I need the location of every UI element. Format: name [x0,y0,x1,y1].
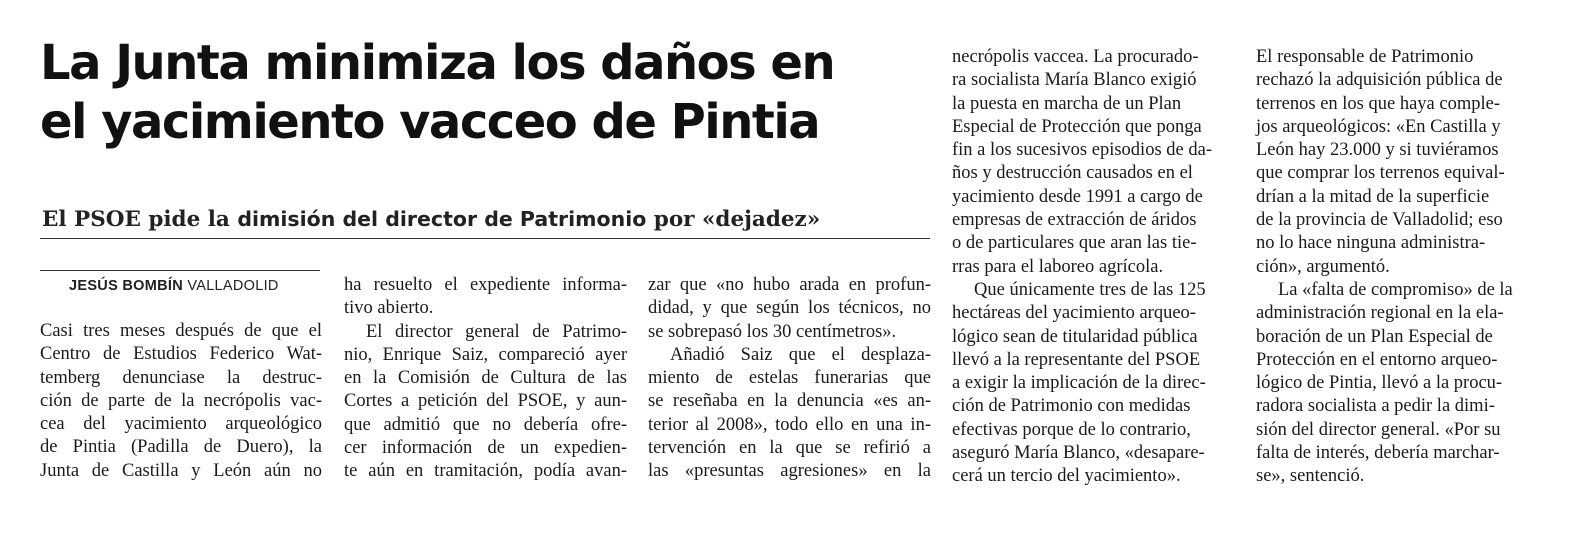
text-line: no lo hace ninguna administra- [1256,233,1486,254]
text-line: Casi tres meses después de que el [40,321,322,341]
text-line: a exigir la implicación de la direc- [952,373,1206,394]
text-line: drían a la mitad de la superficie [1256,186,1490,207]
text-line: Junta de Castilla y León aún no [40,460,322,481]
article-headline [40,34,940,152]
text-line: efectivas porque de lo contrario, [952,419,1191,440]
text-line: de Pintia (Padilla de Duero), la [40,437,322,458]
article-paragraph [952,46,1236,279]
text-line: o de particulares que aran las tie- [952,233,1197,254]
article-paragraph [648,274,931,344]
text-line: ños y destrucción causados en el [952,163,1193,184]
text-line: La «falta de compromiso» de la [1278,279,1513,300]
text-line: de la provincia de Valladolid; eso [1256,210,1503,231]
article-paragraph [40,320,322,483]
text-line: Especial de Protección que ponga [952,116,1202,137]
article-column-3 [648,274,931,484]
text-line: se reseñaba en la denuncia «es an- [648,391,931,412]
text-line: tivo abierto. [344,298,434,319]
byline-location: VALLADOLID [187,278,279,294]
text-line: cer información de un expedien- [344,438,627,459]
text-line: miento de estelas funerarias que [648,368,931,389]
text-line: fin a los sucesivos episodios de da- [952,140,1212,161]
text-line: Cortes a petición del PSOE, y aun- [344,391,627,412]
text-line: empresas de extracción de áridos [952,210,1197,231]
text-line: rras para el laboreo agrícola. [952,256,1164,277]
text-line: que admitió que no debería ofre- [344,414,627,435]
text-line: León hay 23.000 y si tuviéramos [1256,140,1499,161]
text-line: que comprar los terrenos equival- [1256,163,1505,184]
article-column-4 [952,46,1236,489]
byline [69,278,279,294]
text-line: radora socialista a pedir la dimi- [1256,396,1495,417]
subtitle-divider [40,238,930,239]
text-line: El responsable de Patrimonio [1256,47,1474,67]
text-line: ción de parte de la necrópolis vac- [40,390,322,411]
article-paragraph [1256,279,1542,489]
text-line: falta de interés, debería marchar- [1256,443,1500,464]
text-line: en la Comisión de Cultura de las [344,368,627,389]
text-line: nio, Enrique Saiz, compareció ayer [344,344,627,365]
text-line: boración de un Plan Especial de [1256,326,1493,347]
text-line: yacimiento desde 1991 a cargo de [952,186,1203,207]
text-line: sión del director general. «Por su [1256,419,1501,440]
subtitle-pre: El PSOE pide la [42,207,238,232]
article-paragraph [1256,46,1542,279]
text-line: rechazó la adquisición pública de [1256,70,1503,91]
text-line: terior al 2008», todo ello en una in- [648,414,931,435]
article-paragraph [952,279,1236,489]
text-line: llevó a la representante del PSOE [952,349,1201,370]
text-line: hectáreas del yacimiento arqueo- [952,303,1196,324]
text-line: ción de Patrimonio con medidas [952,396,1191,417]
text-line: cea del yacimiento arqueológico [40,414,322,435]
text-line: lógico sean de titularidad pública [952,326,1198,347]
headline-line: La Junta minimiza los daños en [40,35,835,91]
article-paragraph [344,274,627,321]
subtitle-post: por «dejadez» [646,207,821,232]
text-line: Añadió Saiz que el desplaza- [670,344,931,365]
byline-divider [40,270,320,271]
text-line: didad, y que según los técnicos, no [648,298,931,319]
article-paragraph [344,321,627,484]
text-line: El director general de Patrimo- [366,321,627,342]
article-column-1 [40,320,322,483]
text-line: aseguró María Blanco, «desapare- [952,443,1205,464]
text-line: jos arqueológicos: «En Castilla y [1256,116,1501,137]
text-line: la puesta en marcha de un Plan [952,93,1182,114]
byline-author: JESÚS BOMBÍN [69,278,183,294]
article-subtitle [42,203,932,236]
text-line: cerá un tercio del yacimiento». [952,466,1181,487]
text-line: Protección en el entorno arqueo- [1256,349,1498,370]
text-line: temberg denunciase la destruc- [40,367,322,388]
text-line: necrópolis vaccea. La procurado- [952,47,1199,67]
text-line: se sobrepasó los 30 centímetros». [648,321,897,342]
subtitle-bold: dimisión del director de Patrimonio [237,207,647,231]
text-line: ha resuelto el expediente informa- [344,275,627,295]
text-line: se», sentenció. [1256,466,1365,487]
article-column-5 [1256,46,1542,489]
text-line: zar que «no hubo arada en profun- [648,275,931,295]
text-line: tervención en la que se refirió a [648,438,931,459]
text-line: Centro de Estudios Federico Wat- [40,344,322,365]
text-line: ra socialista María Blanco exigió [952,70,1197,91]
headline-line: el yacimiento vacceo de Pintia [40,94,820,150]
text-line: administración regional en la ela- [1256,303,1504,324]
text-line: lógico de Pintia, llevó a la procu- [1256,373,1503,394]
article-paragraph [648,344,931,484]
text-line: ción», argumentó. [1256,256,1390,277]
text-line: las «presuntas agresiones» en la [648,461,931,482]
text-line: te aún en tramitación, podía avan- [344,461,627,482]
text-line: Que únicamente tres de las 125 [974,279,1206,300]
text-line: terrenos en los que haya comple- [1256,93,1501,114]
article-column-2 [344,274,627,484]
